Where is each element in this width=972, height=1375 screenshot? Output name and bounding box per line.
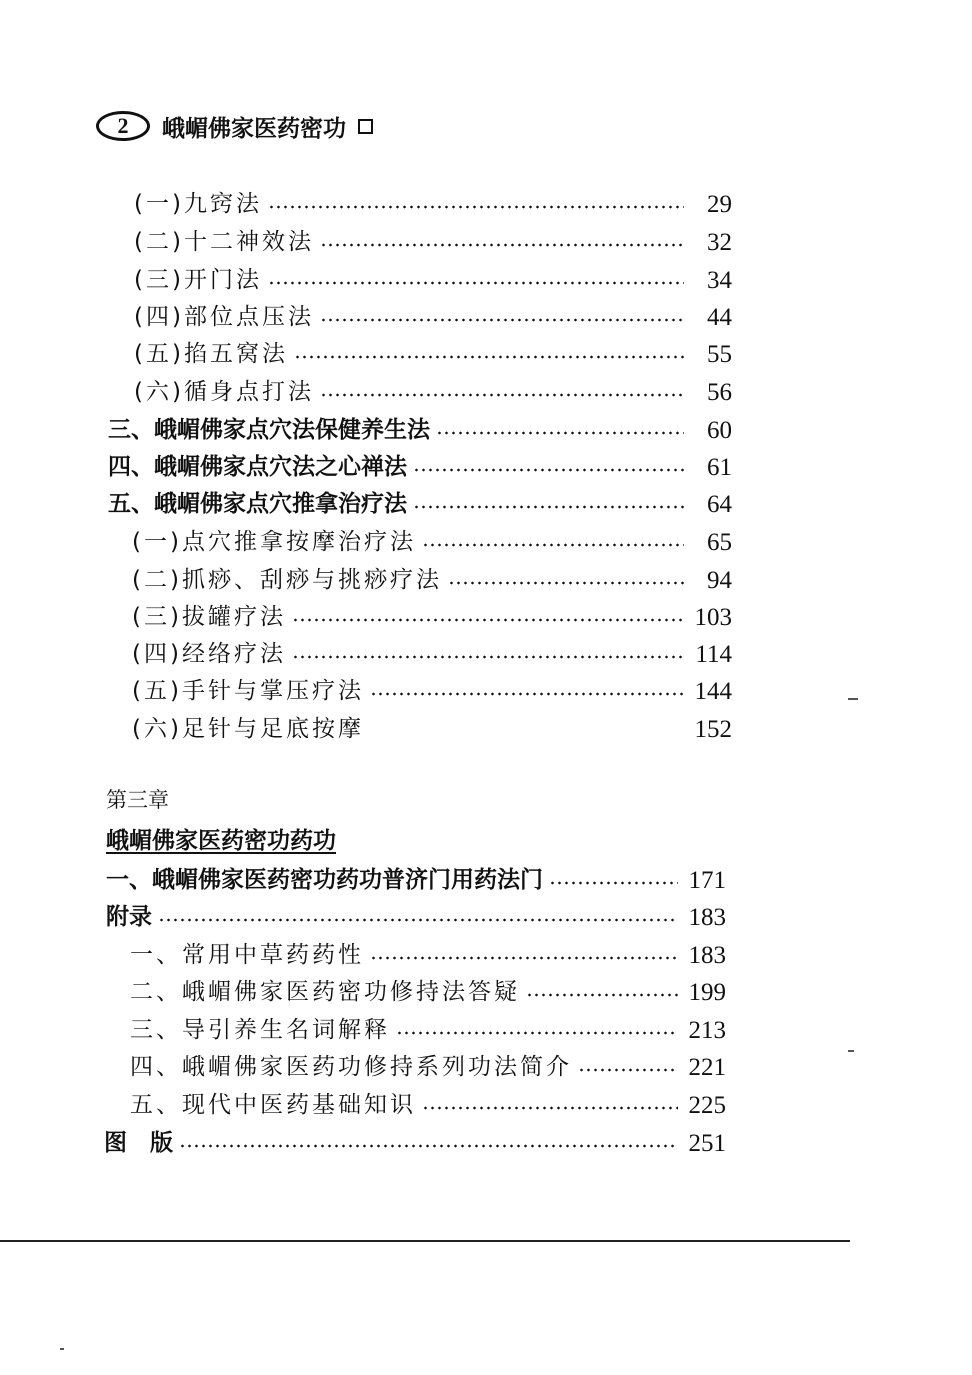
toc-leader-dots: [370, 692, 684, 696]
toc-leader-dots: [320, 393, 684, 397]
book-title: 峨嵋佛家医药密功: [162, 115, 346, 142]
toc-entry: [132, 560, 732, 594]
toc-entry-page: 61: [707, 454, 732, 481]
toc-entry: [130, 1047, 726, 1081]
toc-entry-label: 图 版: [104, 1129, 173, 1156]
toc-entry-label: (四)部位点压法: [134, 303, 314, 330]
toc-leader-dots: [292, 618, 684, 622]
toc-entry: [132, 597, 732, 631]
toc-leader-dots: [578, 1068, 678, 1072]
toc-entry: [108, 447, 732, 481]
toc-leader-dots: [370, 956, 678, 960]
toc-entry-label: (六)循身点打法: [134, 378, 314, 405]
toc-leader-dots: [370, 730, 684, 734]
toc-entry: [132, 634, 732, 668]
toc-leader-dots: [268, 281, 684, 285]
toc-entry-page: 183: [688, 942, 726, 969]
toc-leader-dots: [549, 881, 678, 885]
toc-leader-dots: [179, 1144, 678, 1148]
toc-entry: [134, 184, 732, 218]
toc-entry-label: 二、峨嵋佛家医药密功修持法答疑: [130, 978, 520, 1005]
toc-leader-dots: [294, 355, 684, 359]
chapter-label: 第三章: [106, 788, 169, 812]
toc-entry-page: 60: [707, 417, 732, 444]
toc-entry-page: 183: [688, 904, 726, 931]
toc-entry: [132, 671, 732, 705]
toc-entry: [108, 484, 732, 518]
scan-speck: [848, 1050, 854, 1052]
toc-entry-label: 附录: [106, 903, 152, 930]
toc-entry: [104, 1123, 726, 1157]
toc-entry-label: 五、现代中医药基础知识: [130, 1091, 416, 1118]
toc-leader-dots: [292, 655, 684, 659]
toc-entry-label: (一)九窍法: [134, 190, 262, 217]
toc-leader-dots: [422, 1106, 678, 1110]
toc-entry: [134, 297, 732, 331]
toc-entry-label: (一)点穴推拿按摩治疗法: [132, 528, 416, 555]
toc-entry-page: 199: [688, 979, 726, 1006]
toc-entry: [130, 935, 726, 969]
square-icon: [358, 119, 373, 134]
toc-entry-page: 29: [707, 191, 732, 218]
toc-entry-label: (二)抓痧、刮痧与挑痧疗法: [132, 566, 442, 593]
toc-entry-label: 四、峨嵋佛家点穴法之心禅法: [108, 453, 407, 480]
toc-leader-dots: [158, 918, 678, 922]
toc-entry-label: (四)经络疗法: [132, 640, 286, 667]
page-number-badge: 2: [96, 111, 150, 141]
chapter-title: 峨嵋佛家医药密功药功: [106, 828, 336, 854]
toc-entry-label: (三)拔罐疗法: [132, 603, 286, 630]
toc-entry-page: 144: [694, 678, 732, 705]
toc-entry: [130, 1085, 726, 1119]
toc-leader-dots: [422, 543, 684, 547]
toc-entry: [132, 709, 732, 743]
toc-entry: [130, 1010, 726, 1044]
toc-entry: [106, 897, 726, 931]
toc-entry: [134, 222, 732, 256]
toc-leader-dots: [448, 581, 684, 585]
toc-entry-page: 65: [707, 529, 732, 556]
toc-leader-dots: [413, 505, 684, 509]
toc-entry-page: 152: [694, 716, 732, 743]
toc-leader-dots: [526, 993, 678, 997]
toc-entry-page: 103: [694, 604, 732, 631]
toc-entry-label: 四、峨嵋佛家医药功修持系列功法简介: [130, 1053, 572, 1080]
toc-entry-page: 56: [707, 379, 732, 406]
toc-entry-page: 64: [707, 491, 732, 518]
toc-entry-page: 221: [688, 1054, 726, 1081]
toc-leader-dots: [436, 431, 684, 435]
toc-leader-dots: [320, 243, 684, 247]
toc-entry-label: (五)掐五窝法: [134, 340, 288, 367]
toc-entry-page: 114: [695, 641, 732, 668]
toc-entry-page: 251: [688, 1130, 726, 1157]
toc-entry-page: 34: [707, 267, 732, 294]
toc-entry: [134, 260, 732, 294]
toc-entry-label: 一、常用中草药药性: [130, 941, 364, 968]
toc-entry-label: 三、导引养生名词解释: [130, 1016, 390, 1043]
toc-entry: [132, 522, 732, 556]
toc-leader-dots: [413, 468, 684, 472]
toc-entry: [134, 334, 732, 368]
toc-entry-page: 94: [707, 567, 732, 594]
toc-entry: [108, 410, 732, 444]
toc-entry-page: 44: [707, 304, 732, 331]
toc-entry-label: (三)开门法: [134, 266, 262, 293]
toc-leader-dots: [320, 318, 684, 322]
toc-entry-label: 五、峨嵋佛家点穴推拿治疗法: [108, 490, 407, 517]
toc-entry-label: (二)十二神效法: [134, 228, 314, 255]
toc-entry: [130, 972, 726, 1006]
toc-entry-label: (五)手针与掌压疗法: [132, 677, 364, 704]
toc-entry-page: 171: [688, 867, 726, 894]
toc-leader-dots: [268, 205, 684, 209]
toc-entry-label: (六)足针与足底按摩: [132, 715, 364, 742]
toc-entry-page: 55: [707, 341, 732, 368]
toc-entry: [106, 860, 726, 894]
toc-entry-page: 225: [688, 1092, 726, 1119]
scan-speck: [60, 1348, 64, 1350]
toc-entry-label: 一、峨嵋佛家医药密功药功普济门用药法门: [106, 866, 543, 893]
toc-entry: [134, 372, 732, 406]
toc-entry-page: 213: [688, 1017, 726, 1044]
bottom-rule: [0, 1240, 850, 1242]
toc-entry-label: 三、峨嵋佛家点穴法保健养生法: [108, 416, 430, 443]
running-header: [96, 106, 373, 146]
toc-entry-page: 32: [707, 229, 732, 256]
scan-speck: [848, 698, 858, 700]
toc-leader-dots: [396, 1031, 678, 1035]
